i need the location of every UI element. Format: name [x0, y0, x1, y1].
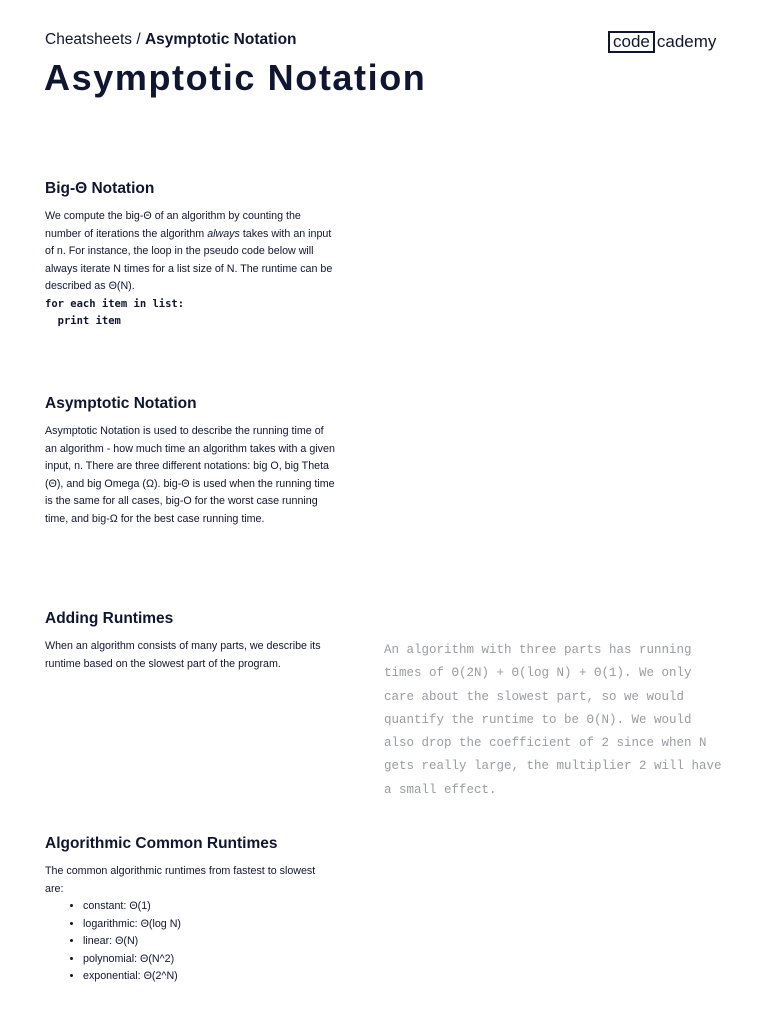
logo-cademy-text: cademy [656, 32, 717, 51]
page-title: Asymptotic Notation [44, 57, 427, 98]
breadcrumb-current: Asymptotic Notation [144, 31, 297, 48]
list-item: • exponential: Θ(2^N) [83, 968, 335, 986]
list-item: • constant: Θ(1) [83, 898, 335, 916]
list-item: • logarithmic: Θ(log N) [83, 916, 335, 934]
text-part: takes with an input of n. For instance, the loop in the pseudo code below will always iterate N times for a list size of N. The runtime can be described as Θ(N). [45, 227, 333, 292]
section-heading: Asymptotic Notation [45, 395, 197, 412]
codecademy-logo[interactable] [608, 31, 716, 53]
code-snippet [45, 296, 335, 330]
code-line: for each item in list: [45, 297, 185, 310]
section-text [45, 208, 335, 296]
section-common-runtimes [45, 834, 335, 986]
breadcrumb [45, 31, 297, 49]
runtimes-list [45, 898, 335, 986]
code-line: print item [45, 314, 121, 327]
section-adding-runtimes [45, 609, 335, 673]
section-text: The common algorithmic runtimes from fastest to slowest are: [45, 865, 316, 895]
text-part: We compute the big-Θ of an algorithm by counting the number of iterations the algorithm [45, 210, 301, 240]
section-heading: Adding Runtimes [45, 610, 174, 627]
section-heading: Big-Θ Notation [45, 180, 155, 197]
list-item: • polynomial: Θ(N^2) [83, 951, 335, 969]
section-text: Asymptotic Notation is used to describe the running time of an algorithm - how much time an algorithm takes with a given input, n. There are three different notations: big O, big Theta (Θ), and big Omega (Ω). big-Θ is used when the running time is the same for all cases, big-O for the worst case running time, and big-Ω for the best case running time. [45, 425, 335, 525]
list-item: • linear: Θ(N) [83, 933, 335, 951]
text-emphasis: always [207, 227, 240, 240]
section-text: When an algorithm consists of many parts, we describe its runtime based on the slowest part of the program. [45, 640, 321, 670]
logo-code-box: code [608, 31, 655, 53]
breadcrumb-separator: / [136, 31, 141, 48]
section-big-theta [45, 179, 335, 330]
adding-runtimes-example: An algorithm with three parts has running times of Θ(2N) + Θ(log N) + Θ(1). We only care about the slowest part, so we would quantify the runtime to be Θ(N). We would also drop the coefficient of 2 since when N gets really large, the multiplier 2 will have a small effect. [384, 643, 722, 797]
section-heading: Algorithmic Common Runtimes [45, 835, 278, 852]
section-asymptotic-notation [45, 394, 335, 528]
breadcrumb-root-link[interactable]: Cheatsheets [45, 31, 133, 48]
